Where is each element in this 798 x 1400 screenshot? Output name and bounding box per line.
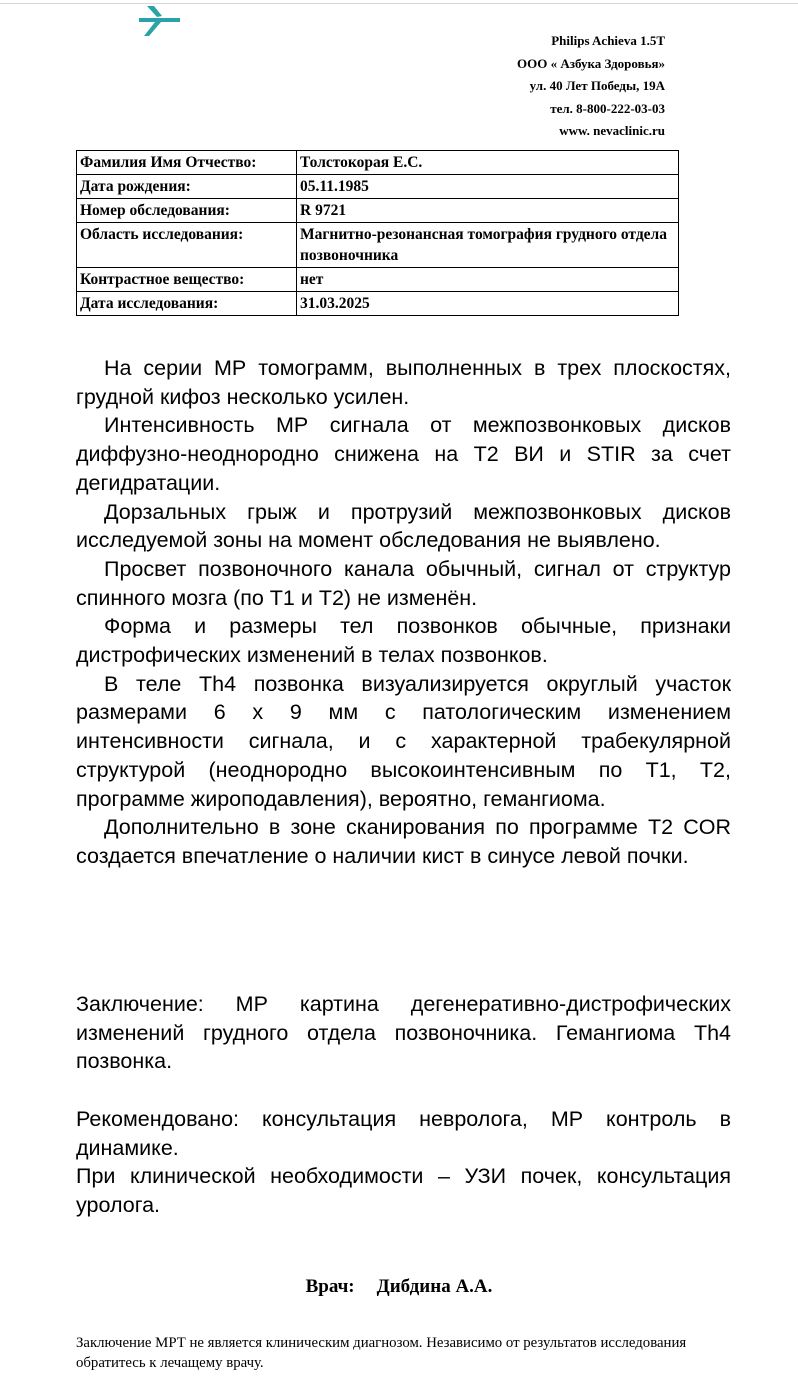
table-row [77,199,679,223]
row-label: Область исследования: [77,223,297,268]
doctor-signature-line [0,1276,798,1298]
scanner-model: Philips Achieva 1.5T [551,33,665,48]
doctor-label: Врач: [305,1276,355,1297]
finding-paragraph: Интенсивность МР сигнала от межпозвонковых дисков диффузно-неоднородно снижена на Т2 ВИ и STIR за счет дегидратации. [76,413,731,495]
clinic-header [517,30,665,143]
doctor-name: Дибдина А.А. [376,1276,493,1297]
patient-info-table [76,150,679,316]
table-row [77,223,679,268]
row-label: Контрастное вещество: [77,268,297,292]
table-row [77,292,679,316]
table-row [77,175,679,199]
table-row [77,151,679,175]
row-value: 05.11.1985 [297,175,679,199]
finding-paragraph: Форма и размеры тел позвонков обычные, признаки дистрофических изменений в телах позвонков. [76,614,731,668]
disclaimer-text: Заключение МРТ не является клиническим диагнозом. Независимо от результатов исследования обратитесь к лечащему врачу. [76,1335,687,1371]
row-label: Дата исследования: [77,292,297,316]
row-label: Номер обследования: [77,199,297,223]
table-row [77,268,679,292]
row-value: Толстокорая Е.С. [297,151,679,175]
recommendation-paragraph: При клинической необходимости – УЗИ почек, консультация уролога. [76,1164,731,1218]
row-value: нет [297,268,679,292]
conclusion-text: Заключение: МР картина дегенеративно-дистрофических изменений грудного отдела позвоночника. Гемангиома Th4 позвонка. [76,992,731,1074]
row-value: 31.03.2025 [297,292,679,316]
row-label: Фамилия Имя Отчество: [77,151,297,175]
top-divider [0,3,798,4]
finding-paragraph: Просвет позвоночного канала обычный, сигнал от структур спинного мозга (по Т1 и Т2) не изменён. [76,556,731,610]
finding-paragraph: Дорзальных грыж и протрузий межпозвонковых дисков исследуемой зоны на момент обследования не выявлено. [76,499,731,553]
finding-paragraph: На серии МР томограмм, выполненных в трех плоскостях, грудной кифоз несколько усилен. [76,356,731,409]
findings-section [76,354,731,871]
clinic-address: ул. 40 Лет Победы, 19А [529,78,665,93]
clinic-logo-icon [135,4,185,38]
finding-paragraph: Дополнительно в зоне сканирования по программе Т2 COR создается впечатление о наличии кист в синусе левой почки. [76,815,731,868]
clinic-phone: тел. 8-800-222-03-03 [550,100,665,116]
recommendations-section [76,1105,731,1220]
row-value: R 9721 [297,199,679,223]
finding-paragraph: В теле Th4 позвонка визуализируется округлый участок размерами 6 х 9 мм с патологическим изменением интенсивности сигнала, и с характерной трабекулярной структурой (неоднородно высокоинтенсивным по Т1, Т2, программе жироподавления), вероятно, гемангиома. [76,671,731,811]
recommendation-paragraph: Рекомендовано: консультация невролога, МР контроль в динамике. [76,1107,731,1160]
row-label: Дата рождения: [77,175,297,199]
clinic-website[interactable]: www. nevaclinic.ru [559,123,665,138]
organization-name: ООО « Азбука Здоровья» [517,55,665,71]
row-value: Магнитно-резонансная томография грудного отдела позвоночника [297,223,679,268]
